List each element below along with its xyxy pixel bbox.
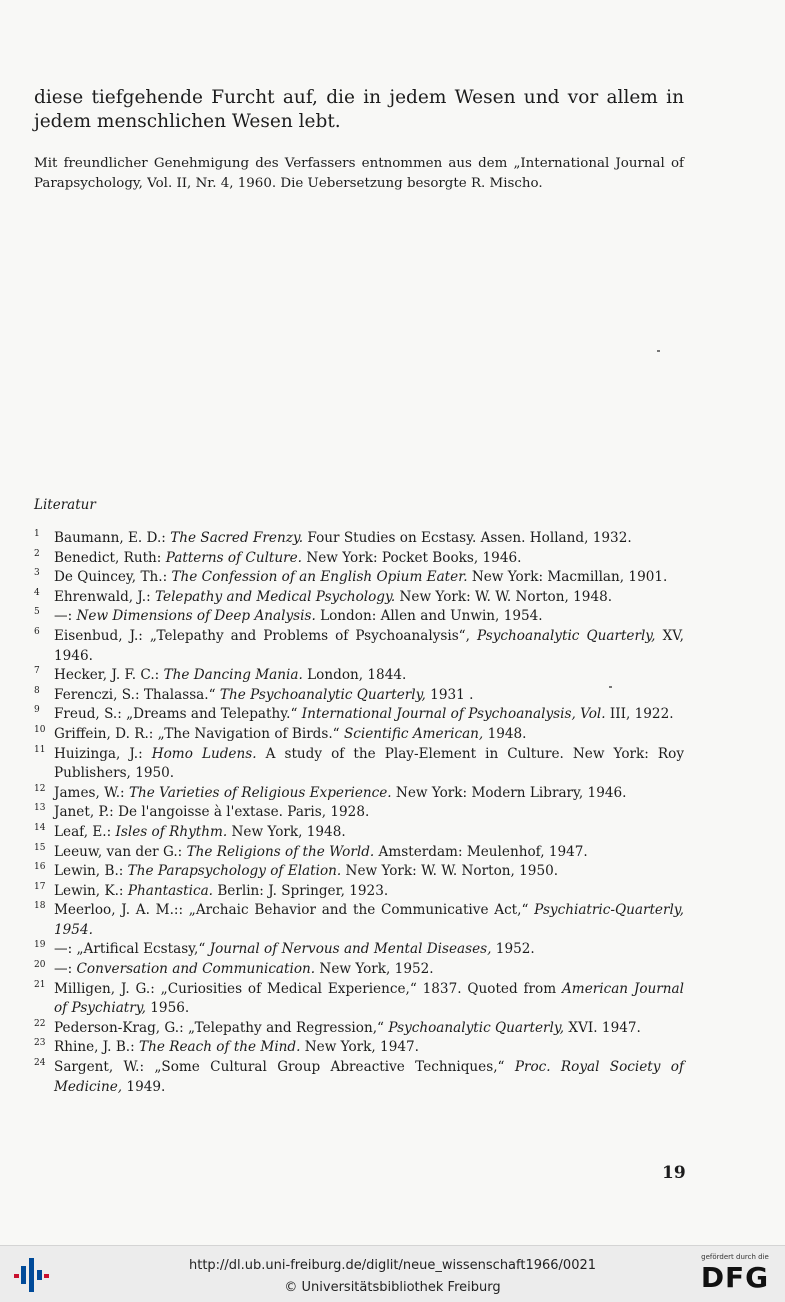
literature-heading: Literatur <box>34 497 96 513</box>
reference-author: —: „Artifical Ecstasy,“ <box>54 941 210 958</box>
reference-item <box>34 607 684 627</box>
reference-details: Four Studies on Ecstasy. Assen. Holland, 1932. <box>303 530 632 546</box>
reference-title: Journal of Nervous and Mental Diseases, <box>209 941 492 958</box>
reference-item <box>34 745 684 784</box>
reference-details: 1956. <box>145 1000 190 1017</box>
document-url-link[interactable]: http://dl.ub.uni-freiburg.de/diglit/neue_wissenschaft1966/0021 <box>188 1258 597 1273</box>
reference-number: 3 <box>34 568 40 579</box>
reference-number: 13 <box>34 803 46 814</box>
reference-details: 1948. <box>483 725 527 742</box>
reference-number: 21 <box>34 979 46 990</box>
reference-item <box>34 843 684 863</box>
reference-item <box>34 823 684 843</box>
reference-item <box>34 803 684 823</box>
reference-number: 15 <box>34 842 46 853</box>
reference-item <box>34 862 684 882</box>
reference-number: 6 <box>34 626 40 637</box>
reference-details: 1952. <box>491 941 535 958</box>
reference-author: —: <box>54 961 77 978</box>
reference-details: New York: Pocket Books, 1946. <box>302 549 522 566</box>
reference-details: New York, 1952. <box>315 961 434 978</box>
reference-title: Telepathy and Medical Psychology. <box>155 588 396 605</box>
reference-title: Psychoanalytic Quarterly, <box>388 1019 565 1036</box>
reference-title: Psychoanalytic Quarterly, <box>477 627 656 644</box>
reference-title: Scientific American, <box>343 725 484 742</box>
reference-author: Benedict, Ruth: <box>54 549 166 566</box>
reference-item <box>34 666 684 686</box>
reference-author: Meerloo, J. A. M.:: „Archaic Behavior and the Communicative Act,“ <box>54 902 535 919</box>
reference-number: 4 <box>34 587 40 598</box>
reference-details: 1949. <box>122 1078 166 1095</box>
reference-author: Leaf, E.: <box>54 823 116 840</box>
reference-item <box>34 882 684 902</box>
reference-item <box>34 588 684 608</box>
reference-author: Rhine, J. B.: <box>54 1039 140 1056</box>
reference-author: Baumann, E. D.: <box>54 530 171 546</box>
reference-title: Homo Ludens. <box>151 745 257 762</box>
source-note: Mit freundlicher Genehmigung des Verfassers entnommen aus dem „International Journal of Parapsychology, Vol. II, Nr. 4, 1960. Die Uebersetzung besorgte R. Mischo. <box>34 156 684 191</box>
reference-author: Hecker, J. F. C.: <box>54 667 164 684</box>
reference-item <box>34 725 684 745</box>
reference-number: 10 <box>34 724 46 735</box>
intro-paragraph: diese tiefgehende Furcht auf, die in jedem Wesen und vor allem in jedem menschlichen Wesen lebt. <box>34 87 684 132</box>
reference-author: Ehrenwald, J.: <box>54 588 156 605</box>
reference-title: The Religions of the World. <box>186 843 375 860</box>
reference-title: American Journal of Psychiatry, <box>54 980 684 1017</box>
reference-details: London, 1844. <box>302 667 407 684</box>
reference-title: Proc. Royal Society of Medicine, <box>54 1059 685 1095</box>
reference-details: XV, 1946. <box>54 627 685 664</box>
reference-author: Leeuw, van der G.: <box>54 843 187 860</box>
reference-number: 17 <box>34 881 46 892</box>
reference-details: Amsterdam: Meulenhof, 1947. <box>374 843 588 860</box>
reference-author: Ferenczi, S.: Thalassa.“ <box>54 686 220 703</box>
reference-number: 5 <box>34 607 40 618</box>
reference-details: III, 1922. <box>605 706 674 723</box>
reference-item <box>34 705 684 725</box>
reference-details: Berlin: J. Springer, 1923. <box>213 882 389 899</box>
scan-speck <box>657 350 660 352</box>
reference-title: The Psychoanalytic Quarterly, <box>219 686 426 703</box>
reference-details: XVI. 1947. <box>564 1019 641 1036</box>
reference-title: New Dimensions of Deep Analysis. <box>76 608 316 625</box>
reference-author: Freud, S.: „Dreams and Telepathy.“ <box>54 706 302 723</box>
reference-item <box>34 686 684 706</box>
reference-title: Phantastica. <box>127 882 213 899</box>
viewer-footer <box>0 1245 785 1302</box>
reference-number: 1 <box>34 529 40 539</box>
reference-number: 7 <box>34 666 40 677</box>
reference-item <box>34 784 684 804</box>
reference-author: Janet, P.: De l'angoisse à l'extase. Paris, 1928. <box>54 804 370 821</box>
reference-author: Lewin, K.: <box>54 882 128 899</box>
reference-title: The Reach of the Mind. <box>139 1039 301 1056</box>
reference-item <box>34 549 684 569</box>
reference-number: 11 <box>34 744 46 755</box>
reference-author: De Quincey, Th.: <box>54 569 172 586</box>
reference-item <box>34 940 684 960</box>
reference-title: Patterns of Culture. <box>165 549 303 566</box>
reference-item <box>34 960 684 980</box>
reference-author: Sargent, W.: „Some Cultural Group Abreactive Techniques,“ <box>54 1059 515 1076</box>
reference-details: 1931 . <box>425 686 474 703</box>
reference-details: London: Allen and Unwin, 1954. <box>315 608 543 625</box>
reference-author: Pederson-Krag, G.: „Telepathy and Regression,“ <box>54 1019 389 1036</box>
reference-number: 23 <box>34 1038 46 1049</box>
reference-number: 9 <box>34 705 40 716</box>
reference-number: 24 <box>34 1058 46 1069</box>
reference-title: The Parapsychology of Elation. <box>127 863 342 880</box>
reference-details: New York, 1948. <box>227 823 346 840</box>
reference-number: 20 <box>34 960 46 971</box>
reference-author: James, W.: <box>54 784 129 801</box>
copyright-notice: © Universitätsbibliothek Freiburg <box>284 1280 501 1295</box>
reference-author: Huizinga, J.: <box>54 745 152 762</box>
reference-number: 8 <box>34 685 40 696</box>
dfg-logo: DFG <box>700 1261 770 1294</box>
reference-title: The Dancing Mania. <box>163 667 303 684</box>
reference-details: New York: W. W. Norton, 1950. <box>341 863 559 880</box>
reference-title: The Confession of an English Opium Eater. <box>171 569 468 586</box>
reference-number: 2 <box>34 548 40 559</box>
dfg-caption: gefördert durch die <box>701 1253 769 1261</box>
reference-number: 19 <box>34 940 46 951</box>
reference-item <box>34 1058 684 1097</box>
page-number: 19 <box>662 1163 686 1183</box>
reference-title: Conversation and Communication. <box>76 961 316 978</box>
reference-title: Isles of Rhythm. <box>115 823 228 840</box>
reference-item <box>34 1019 684 1039</box>
reference-details: New York, 1947. <box>300 1039 419 1056</box>
reference-number: 16 <box>34 862 46 873</box>
reference-author: Lewin, B.: <box>54 863 128 880</box>
reference-title: The Varieties of Religious Experience. <box>128 784 392 801</box>
reference-item <box>34 1038 684 1058</box>
reference-author: Eisenbud, J.: „Telepathy and Problems of Psychoanalysis“, <box>54 627 477 644</box>
reference-author: —: <box>54 608 77 625</box>
reference-number: 14 <box>34 822 46 833</box>
reference-title: Psychiatric-Quarterly, 1954. <box>54 902 684 938</box>
reference-details: New York: Macmillan, 1901. <box>467 569 668 586</box>
reference-item <box>34 568 684 588</box>
reference-number: 22 <box>34 1018 46 1029</box>
reference-title: International Journal of Psychoanalysis, Vol. <box>301 706 606 723</box>
reference-item <box>34 901 684 940</box>
reference-author: Milligen, J. G.: „Curiosities of Medical Experience,“ 1837. Quoted from <box>54 980 562 997</box>
reference-number: 18 <box>34 901 46 912</box>
reference-item <box>34 627 684 666</box>
reference-number: 12 <box>34 783 46 794</box>
reference-title: The Sacred Frenzy. <box>170 530 304 546</box>
reference-details: New York: Modern Library, 1946. <box>391 784 627 801</box>
reference-item <box>34 980 684 1019</box>
reference-list <box>34 529 684 1097</box>
reference-details: New York: W. W. Norton, 1948. <box>395 588 613 605</box>
reference-author: Griffein, D. R.: „The Navigation of Birds.“ <box>54 725 344 742</box>
reference-item <box>34 529 684 549</box>
reference-details: A study of the Play-Element in Culture. New York: Roy Publishers, 1950. <box>54 745 684 782</box>
